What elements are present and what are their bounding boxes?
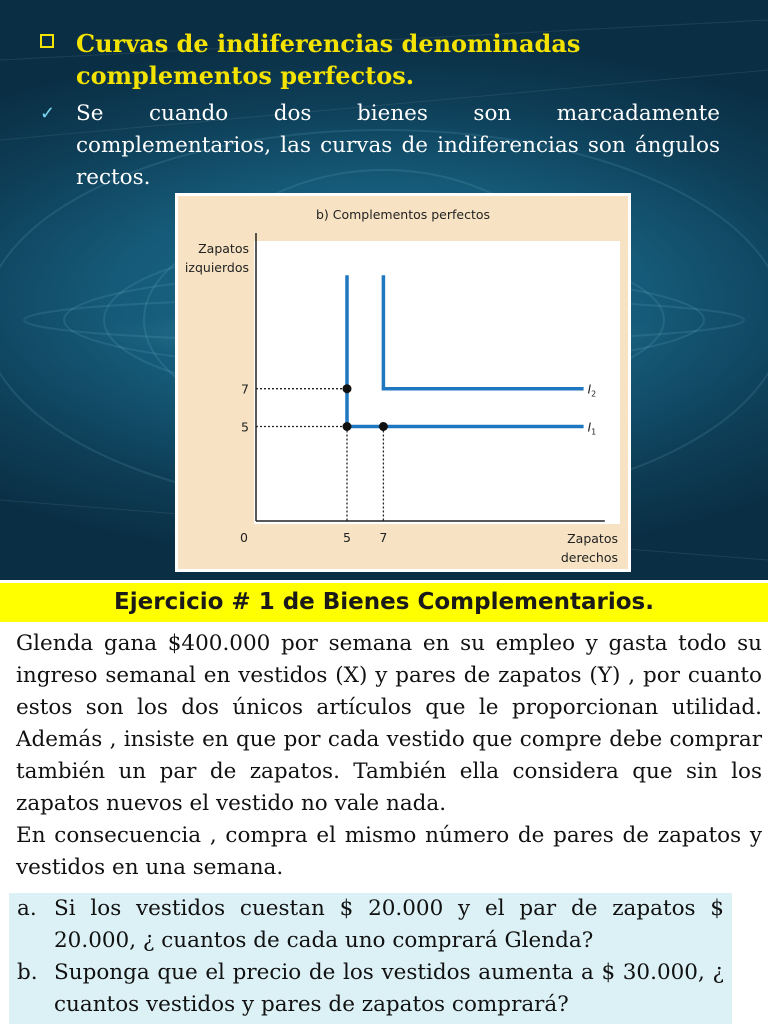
data-point — [343, 422, 352, 431]
square-bullet-icon — [40, 34, 54, 48]
x-axis-label: derechos — [560, 550, 618, 565]
exercise-title: Ejercicio # 1 de Bienes Complementarios. — [0, 583, 768, 622]
curve-label-letter: I — [587, 420, 592, 435]
y-tick-label: 5 — [241, 419, 249, 435]
curve-label-subscript: 1 — [591, 427, 597, 437]
y-axis-label: izquierdos — [184, 260, 249, 275]
indifference-chart — [178, 196, 628, 569]
data-point — [379, 422, 388, 431]
checkmark-icon: ✓ — [40, 103, 56, 124]
data-point — [343, 384, 352, 393]
question-text: Suponga que el precio de los vestidos aumenta a $ 30.000, ¿ cuantos vestidos y pares de zapatos comprará? — [54, 960, 724, 1017]
y-tick-label: 7 — [241, 381, 249, 397]
x-tick-label: 5 — [343, 530, 351, 545]
x-tick-label: 7 — [379, 530, 388, 545]
x-axis-label: Zapatos — [567, 531, 618, 546]
exercise-body — [16, 628, 762, 884]
exercise-paragraph-2: En consecuencia , compra el mismo número de pares de zapatos y vestidos en una semana. — [16, 823, 762, 880]
y-axis-label: Zapatos — [198, 241, 249, 256]
slide-subtext: ✓ Se cuando dos bienes son marcadamente complementarios, las curvas de indiferencias son ángulos rectos. — [40, 98, 720, 194]
exercise-paragraph-1: Glenda gana $400.000 por semana en su empleo y gasta todo su ingreso semanal en vestidos (X) y pares de zapatos (Y) , por cuanto estos son los dos únicos artículos que le proporcionan utilidad. Además , insiste en que por cada vestido que compre debe comprar también un par de zapatos. También ella considera que sin los zapatos nuevos el vestido no vale nada. — [16, 631, 762, 816]
curve-label-letter: I — [587, 382, 592, 397]
question-b — [9, 957, 724, 1021]
question-label: a. — [17, 896, 37, 921]
question-a — [9, 893, 724, 957]
chart-title: b) Complementos perfectos — [315, 207, 491, 222]
plot-area — [254, 241, 620, 524]
curve-label-subscript: 2 — [591, 389, 597, 399]
question-text: Si los vestidos cuestan $ 20.000 y el par de zapatos $ 20.000, ¿ cuantos de cada uno comprará Glenda? — [54, 896, 724, 953]
slide-heading: Curvas de indiferencias denominadas complementos perfectos. — [40, 28, 740, 92]
question-label: b. — [17, 960, 38, 985]
questions-box — [9, 893, 732, 1024]
chart-panel — [175, 193, 631, 572]
origin-label: 0 — [240, 530, 248, 545]
